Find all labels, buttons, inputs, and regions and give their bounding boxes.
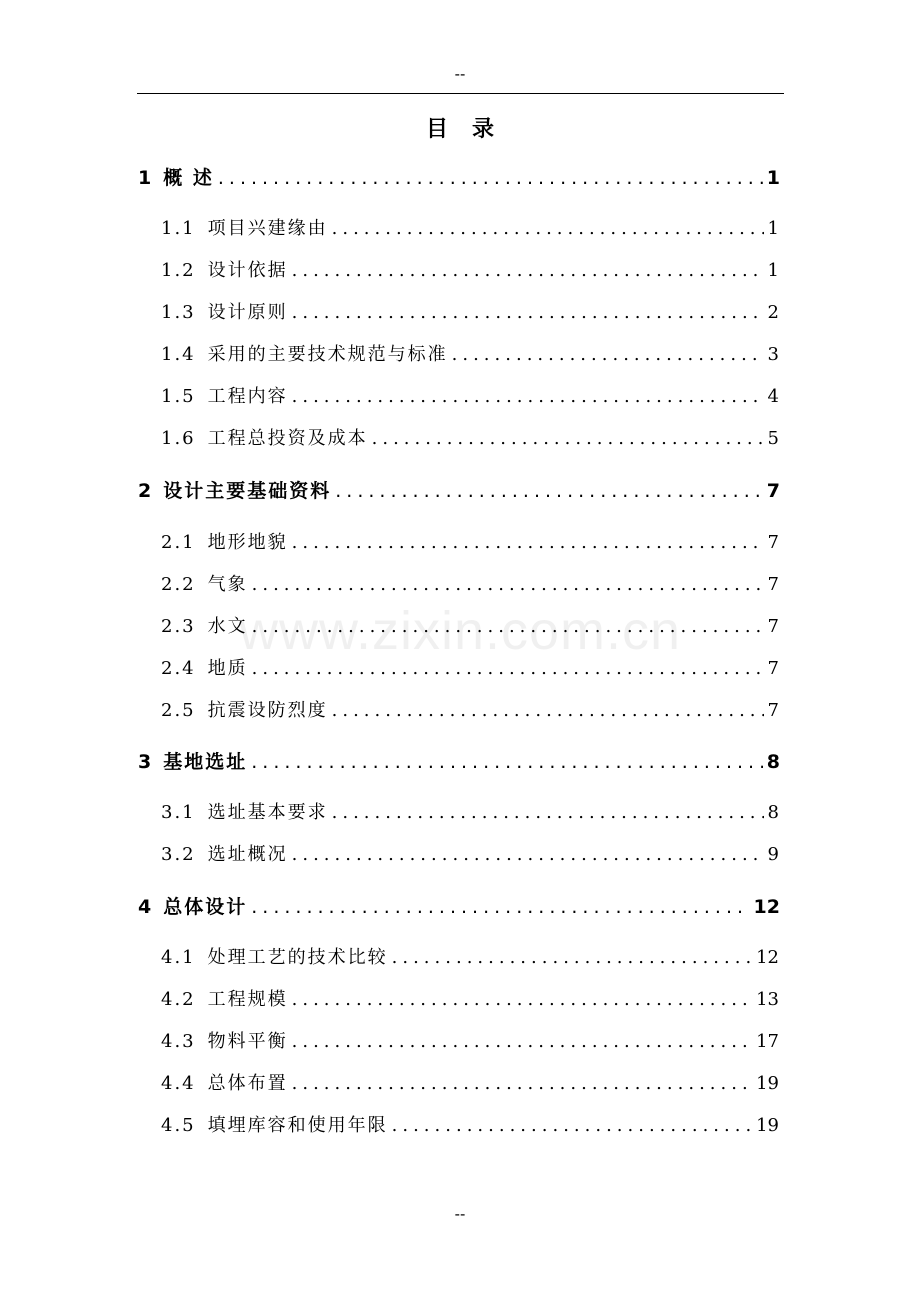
toc-entry-page: 8 xyxy=(766,751,780,773)
toc-dot-leader xyxy=(372,425,764,453)
toc-entry[interactable] xyxy=(138,477,780,505)
toc-entry-page: 4 xyxy=(767,386,779,407)
toc-entry-number: 2 xyxy=(138,480,152,502)
toc-entry[interactable] xyxy=(161,1070,779,1098)
toc-entry-number: 1.3 xyxy=(161,302,196,323)
toc-entry[interactable] xyxy=(161,841,779,869)
toc-entry-page: 7 xyxy=(767,532,779,553)
toc-entry[interactable] xyxy=(161,1028,779,1056)
toc-entry-label: 总体设计 xyxy=(163,896,248,918)
toc-entry-label: 基地选址 xyxy=(163,751,248,773)
toc-entry-number: 2.1 xyxy=(161,532,196,553)
toc-entry-page: 2 xyxy=(767,302,779,323)
toc-entry[interactable] xyxy=(161,1112,779,1140)
toc-entry-page: 7 xyxy=(767,616,779,637)
toc-entry-number: 1.4 xyxy=(161,344,196,365)
toc-entry-label: 地质 xyxy=(207,658,248,679)
toc-entry-label: 抗震设防烈度 xyxy=(207,700,328,721)
toc-entry-number: 3.1 xyxy=(161,802,196,823)
toc-entry-page: 3 xyxy=(767,344,779,365)
toc-entry-number: 3 xyxy=(138,751,152,773)
toc-dot-leader xyxy=(335,477,763,505)
toc-entry-label: 地形地貌 xyxy=(207,532,288,553)
toc-entry-page: 1 xyxy=(767,260,779,281)
toc-entry-page: 1 xyxy=(766,167,780,189)
toc-entry-page: 7 xyxy=(766,480,780,502)
toc-entry-label: 物料平衡 xyxy=(207,1031,288,1052)
toc-entry[interactable] xyxy=(161,697,779,725)
toc-entry-label: 设计原则 xyxy=(207,302,288,323)
toc-entry-label: 设计主要基础资料 xyxy=(163,480,332,502)
toc-entry[interactable] xyxy=(161,986,779,1014)
toc-entry[interactable] xyxy=(161,383,779,411)
toc-dot-leader xyxy=(292,841,764,869)
toc-entry-label: 采用的主要技术规范与标准 xyxy=(207,344,448,365)
toc-dot-leader xyxy=(292,1070,752,1098)
toc-entry-number: 1.1 xyxy=(161,218,196,239)
toc-entry-label: 总体布置 xyxy=(207,1073,288,1094)
toc-entry-number: 2.4 xyxy=(161,658,196,679)
toc-entry-page: 7 xyxy=(767,574,779,595)
toc-entry-label: 填埋库容和使用年限 xyxy=(207,1115,388,1136)
toc-dot-leader xyxy=(292,529,764,557)
toc-entry[interactable] xyxy=(161,655,779,683)
toc-dot-leader xyxy=(392,1112,752,1140)
toc-dot-leader xyxy=(452,341,764,369)
toc-entry-label: 工程内容 xyxy=(207,386,288,407)
toc-entry-number: 2.2 xyxy=(161,574,196,595)
toc-entry-number: 4.5 xyxy=(161,1115,196,1136)
toc-entry-number: 1.2 xyxy=(161,260,196,281)
toc-dot-leader xyxy=(292,257,764,285)
toc-entry[interactable] xyxy=(161,425,779,453)
toc-entry-page: 7 xyxy=(767,658,779,679)
toc-dot-leader xyxy=(292,1028,752,1056)
toc-dot-leader xyxy=(292,383,764,411)
toc-entry-label: 工程规模 xyxy=(207,989,288,1010)
toc-dot-leader xyxy=(252,613,764,641)
watermark: www.zixin.com.cn xyxy=(238,601,682,661)
toc-entry-number: 2.5 xyxy=(161,700,196,721)
toc-entry-page: 19 xyxy=(756,1073,779,1094)
toc-entry[interactable] xyxy=(161,944,779,972)
toc-entry-page: 7 xyxy=(767,700,779,721)
toc-entry-page: 12 xyxy=(753,896,780,918)
toc-entry-number: 2.3 xyxy=(161,616,196,637)
toc-entry-number: 4.3 xyxy=(161,1031,196,1052)
toc-entry-page: 19 xyxy=(756,1115,779,1136)
toc-entry-number: 4.1 xyxy=(161,947,196,968)
toc-entry[interactable] xyxy=(161,257,779,285)
toc-entry[interactable] xyxy=(138,893,780,921)
toc-dot-leader xyxy=(392,944,752,972)
toc-dot-leader xyxy=(332,799,764,827)
toc-entry-number: 3.2 xyxy=(161,844,196,865)
toc-entry-page: 5 xyxy=(767,428,779,449)
toc-entry-number: 1.6 xyxy=(161,428,196,449)
toc-entry-label: 水文 xyxy=(207,616,248,637)
header-rule xyxy=(137,93,784,94)
toc-entry[interactable] xyxy=(161,341,779,369)
toc-entry-label: 处理工艺的技术比较 xyxy=(207,947,388,968)
toc-dot-leader xyxy=(332,697,764,725)
toc-dot-leader xyxy=(252,655,764,683)
toc-entry-page: 17 xyxy=(756,1031,779,1052)
toc-entry[interactable] xyxy=(161,613,779,641)
page-footer-mark: -- xyxy=(454,1206,466,1223)
toc-entry-page: 9 xyxy=(767,844,779,865)
toc-entry-number: 4.4 xyxy=(161,1073,196,1094)
toc-entry-page: 1 xyxy=(767,218,779,239)
page-header-mark: -- xyxy=(454,66,466,83)
toc-entry-label: 气象 xyxy=(207,574,248,595)
toc-entry-label: 选址基本要求 xyxy=(207,802,328,823)
toc-entry[interactable] xyxy=(161,799,779,827)
toc-dot-leader xyxy=(292,986,752,1014)
toc-dot-leader xyxy=(251,748,763,776)
toc-entry-page: 12 xyxy=(756,947,779,968)
toc-dot-leader xyxy=(218,164,763,192)
toc-entry-page: 13 xyxy=(756,989,779,1010)
toc-dot-leader xyxy=(292,299,764,327)
toc-dot-leader xyxy=(251,893,749,921)
toc-entry[interactable] xyxy=(138,164,780,192)
toc-entry-number: 1 xyxy=(138,167,152,189)
toc-dot-leader xyxy=(332,215,764,243)
toc-entry-label: 项目兴建缘由 xyxy=(207,218,328,239)
toc-entry-label: 概 述 xyxy=(163,167,214,189)
toc-entry-page: 8 xyxy=(767,802,779,823)
toc-entry-label: 选址概况 xyxy=(207,844,288,865)
toc-entry-number: 4.2 xyxy=(161,989,196,1010)
toc-entry[interactable] xyxy=(161,215,779,243)
toc-entry[interactable] xyxy=(161,299,779,327)
toc-entry-label: 设计依据 xyxy=(207,260,288,281)
toc-entry[interactable] xyxy=(161,571,779,599)
toc-entry[interactable] xyxy=(161,529,779,557)
toc-dot-leader xyxy=(252,571,764,599)
toc-entry-number: 4 xyxy=(138,896,152,918)
toc-entry[interactable] xyxy=(138,748,780,776)
page-title: 目录 xyxy=(425,117,518,142)
toc-entry-label: 工程总投资及成本 xyxy=(207,428,368,449)
toc-entry-number: 1.5 xyxy=(161,386,196,407)
